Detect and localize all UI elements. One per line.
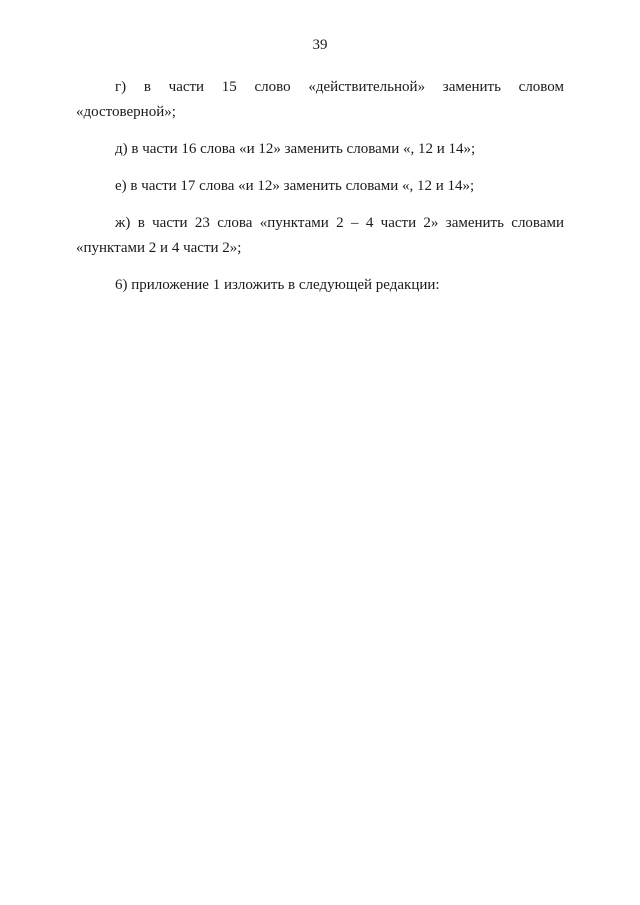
paragraph-6: 6) приложение 1 изложить в следующей редакции: — [115, 277, 440, 293]
paragraph-g-line1: г) в части 15 слово «действительной» заменить словом — [115, 79, 564, 95]
paragraph-zh-line2: «пунктами 2 и 4 части 2»; — [76, 240, 242, 256]
document-body — [76, 75, 564, 310]
paragraph-zh-line1: ж) в части 23 слова «пунктами 2 – 4 части 2» заменить словами — [115, 215, 564, 231]
paragraph-d: д) в части 16 слова «и 12» заменить словами «, 12 и 14»; — [115, 141, 476, 157]
paragraph-zh — [76, 211, 564, 261]
page-number: 39 — [312, 37, 328, 53]
paragraph-g — [76, 75, 564, 125]
paragraph-g-line2: «достоверной»; — [76, 104, 176, 120]
paragraph-e: е) в части 17 слова «и 12» заменить словами «, 12 и 14»; — [115, 178, 475, 194]
